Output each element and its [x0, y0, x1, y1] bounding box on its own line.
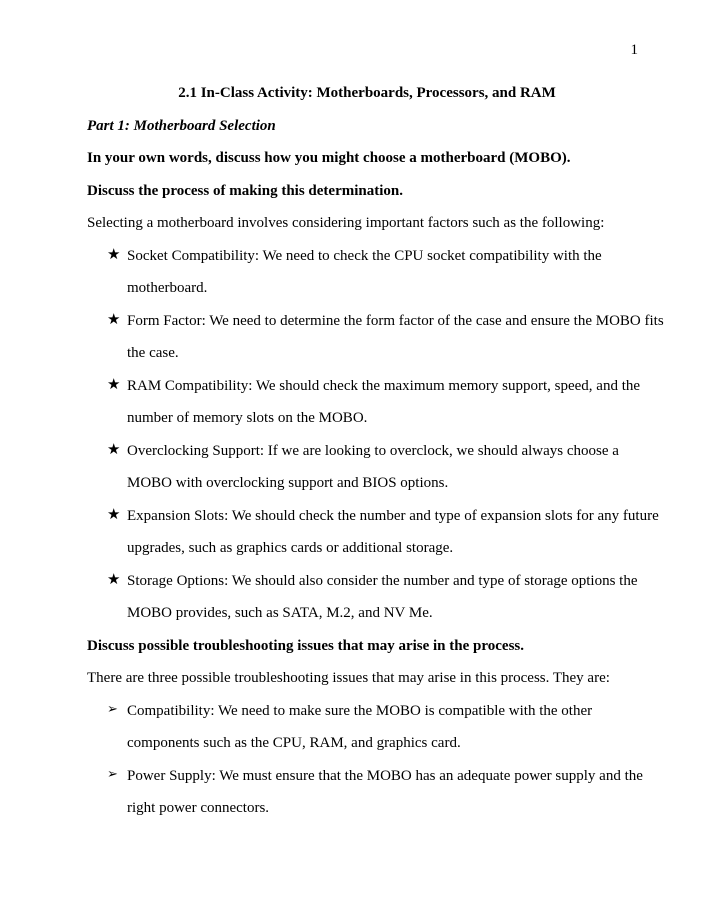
- list-item-text: Socket Compatibility: We need to check the CPU socket compatibility with the: [127, 247, 602, 264]
- list-item-text: Power Supply: We must ensure that the MOBO has an adequate power supply and the: [127, 767, 643, 784]
- star-icon: ★: [107, 504, 121, 523]
- list-item: [87, 309, 664, 375]
- factors-list: [87, 244, 664, 635]
- list-item: [87, 440, 647, 505]
- question-choose-motherboard: In your own words, discuss how you might choose a motherboard (MOBO).: [87, 150, 571, 166]
- list-item-continuation: motherboard.: [127, 280, 208, 296]
- star-icon: ★: [107, 244, 121, 263]
- list-item: [87, 570, 647, 635]
- list-item-continuation: the case.: [127, 345, 179, 361]
- part1-heading: Part 1: Motherboard Selection: [87, 117, 276, 134]
- list-item-continuation: MOBO provides, such as SATA, M.2, and NV Me.: [127, 605, 433, 621]
- question-process: Discuss the process of making this determination.: [87, 182, 403, 199]
- issues-list: [87, 700, 647, 830]
- star-icon: ★: [107, 309, 121, 328]
- document-title: 2.1 In-Class Activity: Motherboards, Processors, and RAM: [178, 85, 556, 101]
- star-icon: ★: [107, 439, 121, 458]
- document-body: [87, 82, 664, 830]
- list-item-text: Expansion Slots: We should check the number and type of expansion slots for any future: [127, 507, 659, 524]
- list-item-text: Compatibility: We need to make sure the MOBO is compatible with the other: [127, 702, 593, 719]
- star-icon: ★: [107, 374, 121, 393]
- list-item-continuation: upgrades, such as graphics cards or additional storage.: [127, 540, 454, 556]
- list-item: [87, 504, 659, 570]
- list-item: [87, 245, 647, 310]
- issues-intro: There are three possible troubleshooting issues that may arise in this process. They are:: [87, 670, 610, 686]
- arrow-icon: ➢: [107, 766, 118, 782]
- list-item-text: Form Factor: We need to determine the form factor of the case and ensure the MOBO fits: [127, 312, 664, 329]
- list-item-text: Overclocking Support: If we are looking to overclock, we should always choose a: [127, 442, 619, 459]
- arrow-icon: ➢: [107, 701, 118, 717]
- list-item-continuation: number of memory slots on the MOBO.: [127, 410, 368, 426]
- list-item: [87, 700, 647, 765]
- star-icon: ★: [107, 569, 121, 588]
- list-item-continuation: right power connectors.: [127, 800, 270, 816]
- list-item-text: Storage Options: We should also consider the number and type of storage options the: [127, 572, 638, 589]
- list-item-text: RAM Compatibility: We should check the maximum memory support, speed, and the: [127, 377, 641, 394]
- list-item-continuation: MOBO with overclocking support and BIOS options.: [127, 475, 449, 491]
- list-item-continuation: components such as the CPU, RAM, and graphics card.: [127, 735, 461, 751]
- question-troubleshooting: Discuss possible troubleshooting issues that may arise in the process.: [87, 637, 524, 654]
- list-item: [87, 765, 647, 830]
- factors-intro: Selecting a motherboard involves considering important factors such as the following:: [87, 215, 605, 231]
- page-number: 1: [630, 42, 638, 58]
- list-item: [87, 375, 647, 440]
